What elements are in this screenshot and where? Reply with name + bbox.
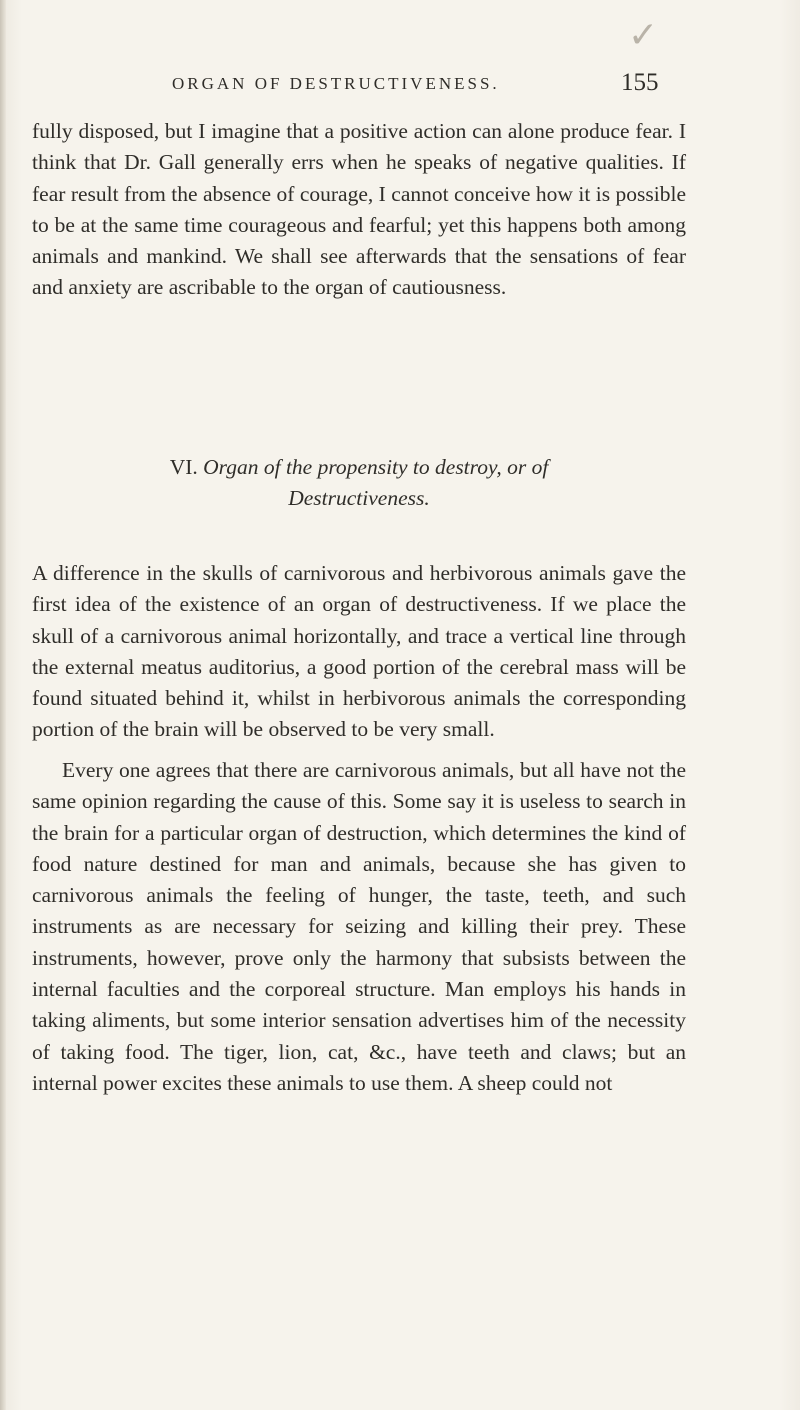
section-heading-line-1 — [32, 452, 686, 483]
check-mark-icon: ✓ — [628, 15, 659, 56]
section-title-line-1: Organ of the propensity to destroy, or of — [203, 455, 549, 479]
page-spine-shadow — [0, 0, 6, 1410]
paragraph-3-text: Every one agrees that there are carnivorous animals, but all have not the same opinion regarding the cause of this. Some say it is useless to search in the brain for a particular organ of destruction, which determines the kind of food nature destined for man and animals, because she has given to carnivorous animals the feeling of hunger, the taste, teeth, and such instruments as are necessary for seizing and killing their prey. These instruments, however, prove only the harmony that subsists between the internal faculties and the corporeal structure. Man employs his hands in taking aliments, but some interior sensation advertises him of the necessity of taking food. The tiger, lion, cat, &c., have teeth and claws; but an internal power excites these animals to use them. A sheep could not — [32, 758, 686, 1095]
section-number: VI. — [169, 455, 198, 479]
page-number: 155 — [621, 69, 659, 96]
paragraph-2-text: A difference in the skulls of carnivorous and herbivorous animals gave the first idea of the existence of an organ of destructiveness. If we place the skull of a carnivorous animal horizontally, and trace a vertical line through the external meatus auditorius, a good portion of the cerebral mass will be found situated behind it, whilst in herbivorous animals the corresponding portion of the brain will be observed to be very small. — [32, 561, 686, 742]
running-head: ORGAN OF DESTRUCTIVENESS. — [172, 74, 500, 93]
paragraph-2 — [32, 558, 686, 746]
paragraph-3 — [32, 755, 686, 1099]
paragraph-1-text: fully disposed, but I imagine that a positive action can alone produce fear. I think that Dr. Gall generally errs when he speaks of negative qualities. If fear result from the absence of courage, I cannot conceive how it is possible to be at the same time courageous and fearful; yet this happens both among animals and mankind. We shall see afterwards that the sensations of fear and anxiety are ascribable to the organ of cautiousness. — [32, 119, 686, 300]
paragraph-1 — [32, 116, 686, 304]
section-title-line-2: Destructiveness. — [288, 486, 430, 510]
section-heading — [32, 452, 686, 514]
